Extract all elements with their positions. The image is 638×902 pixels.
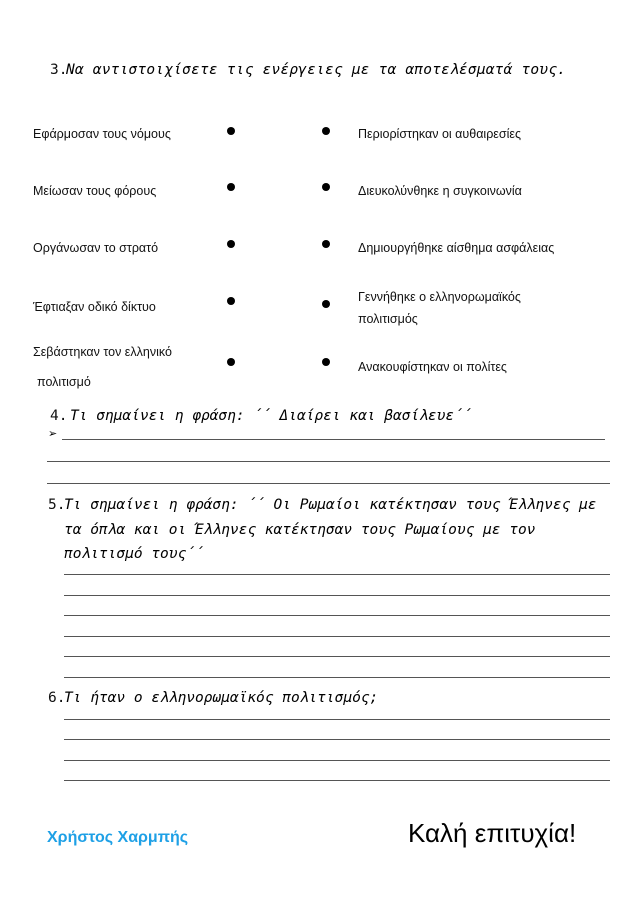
q6-answer-line-2[interactable] [64, 739, 610, 740]
q5-answer-line-4[interactable] [64, 636, 610, 637]
q5-answer-line-2[interactable] [64, 595, 610, 596]
author-name: Χρήστος Χαρμπής [47, 829, 189, 846]
q3-title: Να αντιστοιχίσετε τις ενέργειες με τα αποτελέσματά τους. [66, 62, 567, 78]
q5-number: 5. [48, 497, 66, 513]
q4-answer-line-2[interactable] [47, 461, 610, 462]
q3-number: 3. [50, 62, 68, 78]
q5-answer-line-5[interactable] [64, 656, 610, 657]
q3-right-item-2: Διευκολύνθηκε η συγκοινωνία [358, 184, 522, 198]
q5-answer-line-6[interactable] [64, 677, 610, 678]
q5-title-line-1: Τι σημαίνει η φράση: ΄΄ Οι Ρωμαίοι κατέκτησαν τους Έλληνες με [64, 497, 597, 513]
q6-answer-line-1[interactable] [64, 719, 610, 720]
q4-number: 4. [50, 408, 68, 424]
q6-number: 6. [48, 690, 66, 706]
arrow-bullet-icon: ➢ [48, 428, 58, 440]
q3-right-bullet-4[interactable] [322, 300, 330, 308]
q4-answer-line-1[interactable] [62, 439, 605, 440]
q5-answer-line-1[interactable] [64, 574, 610, 575]
q3-right-bullet-2[interactable] [322, 183, 330, 191]
q3-left-bullet-3[interactable] [227, 240, 235, 248]
q3-left-item-1: Εφάρμοσαν τους νόμους [33, 127, 171, 141]
q3-left-item-3: Οργάνωσαν το στρατό [33, 241, 159, 255]
q6-title: Τι ήταν ο ελληνορωμαϊκός πολιτισμός; [64, 690, 379, 706]
q4-title: Τι σημαίνει η φράση: ΄΄ Διαίρει και βασίλευε΄΄ [70, 408, 472, 424]
good-luck-message: Καλή επιτυχία! [408, 818, 577, 848]
q3-right-bullet-5[interactable] [322, 358, 330, 366]
q3-left-bullet-2[interactable] [227, 183, 235, 191]
q6-answer-line-4[interactable] [64, 780, 610, 781]
q6-answer-line-3[interactable] [64, 760, 610, 761]
q3-right-item-4-cont: πολιτισμός [358, 312, 418, 326]
q3-right-bullet-1[interactable] [322, 127, 330, 135]
q3-left-item-2: Μείωσαν τους φόρους [33, 184, 157, 198]
q3-left-item-4: Έφτιαξαν οδικό δίκτυο [33, 300, 156, 314]
q3-right-bullet-3[interactable] [322, 240, 330, 248]
q3-left-item-5: Σεβάστηκαν τον ελληνικό [33, 345, 172, 359]
q3-right-item-3: Δημιουργήθηκε αίσθημα ασφάλειας [358, 241, 555, 255]
q3-left-item-5-cont: πολιτισμό [37, 375, 91, 389]
q5-answer-line-3[interactable] [64, 615, 610, 616]
q3-right-item-4: Γεννήθηκε ο ελληνορωμαϊκός [358, 290, 521, 304]
q3-right-item-5: Ανακουφίστηκαν οι πολίτες [358, 360, 507, 374]
q5-title-line-3: πολιτισμό τους΄΄ [64, 546, 204, 562]
q3-left-bullet-5[interactable] [227, 358, 235, 366]
q4-answer-line-3[interactable] [47, 483, 610, 484]
q5-title-line-2: τα όπλα και οι Έλληνες κατέκτησαν τους Ρωμαίους με τον [64, 522, 536, 538]
q3-left-bullet-4[interactable] [227, 297, 235, 305]
q3-left-bullet-1[interactable] [227, 127, 235, 135]
q3-right-item-1: Περιορίστηκαν οι αυθαιρεσίες [358, 127, 521, 141]
